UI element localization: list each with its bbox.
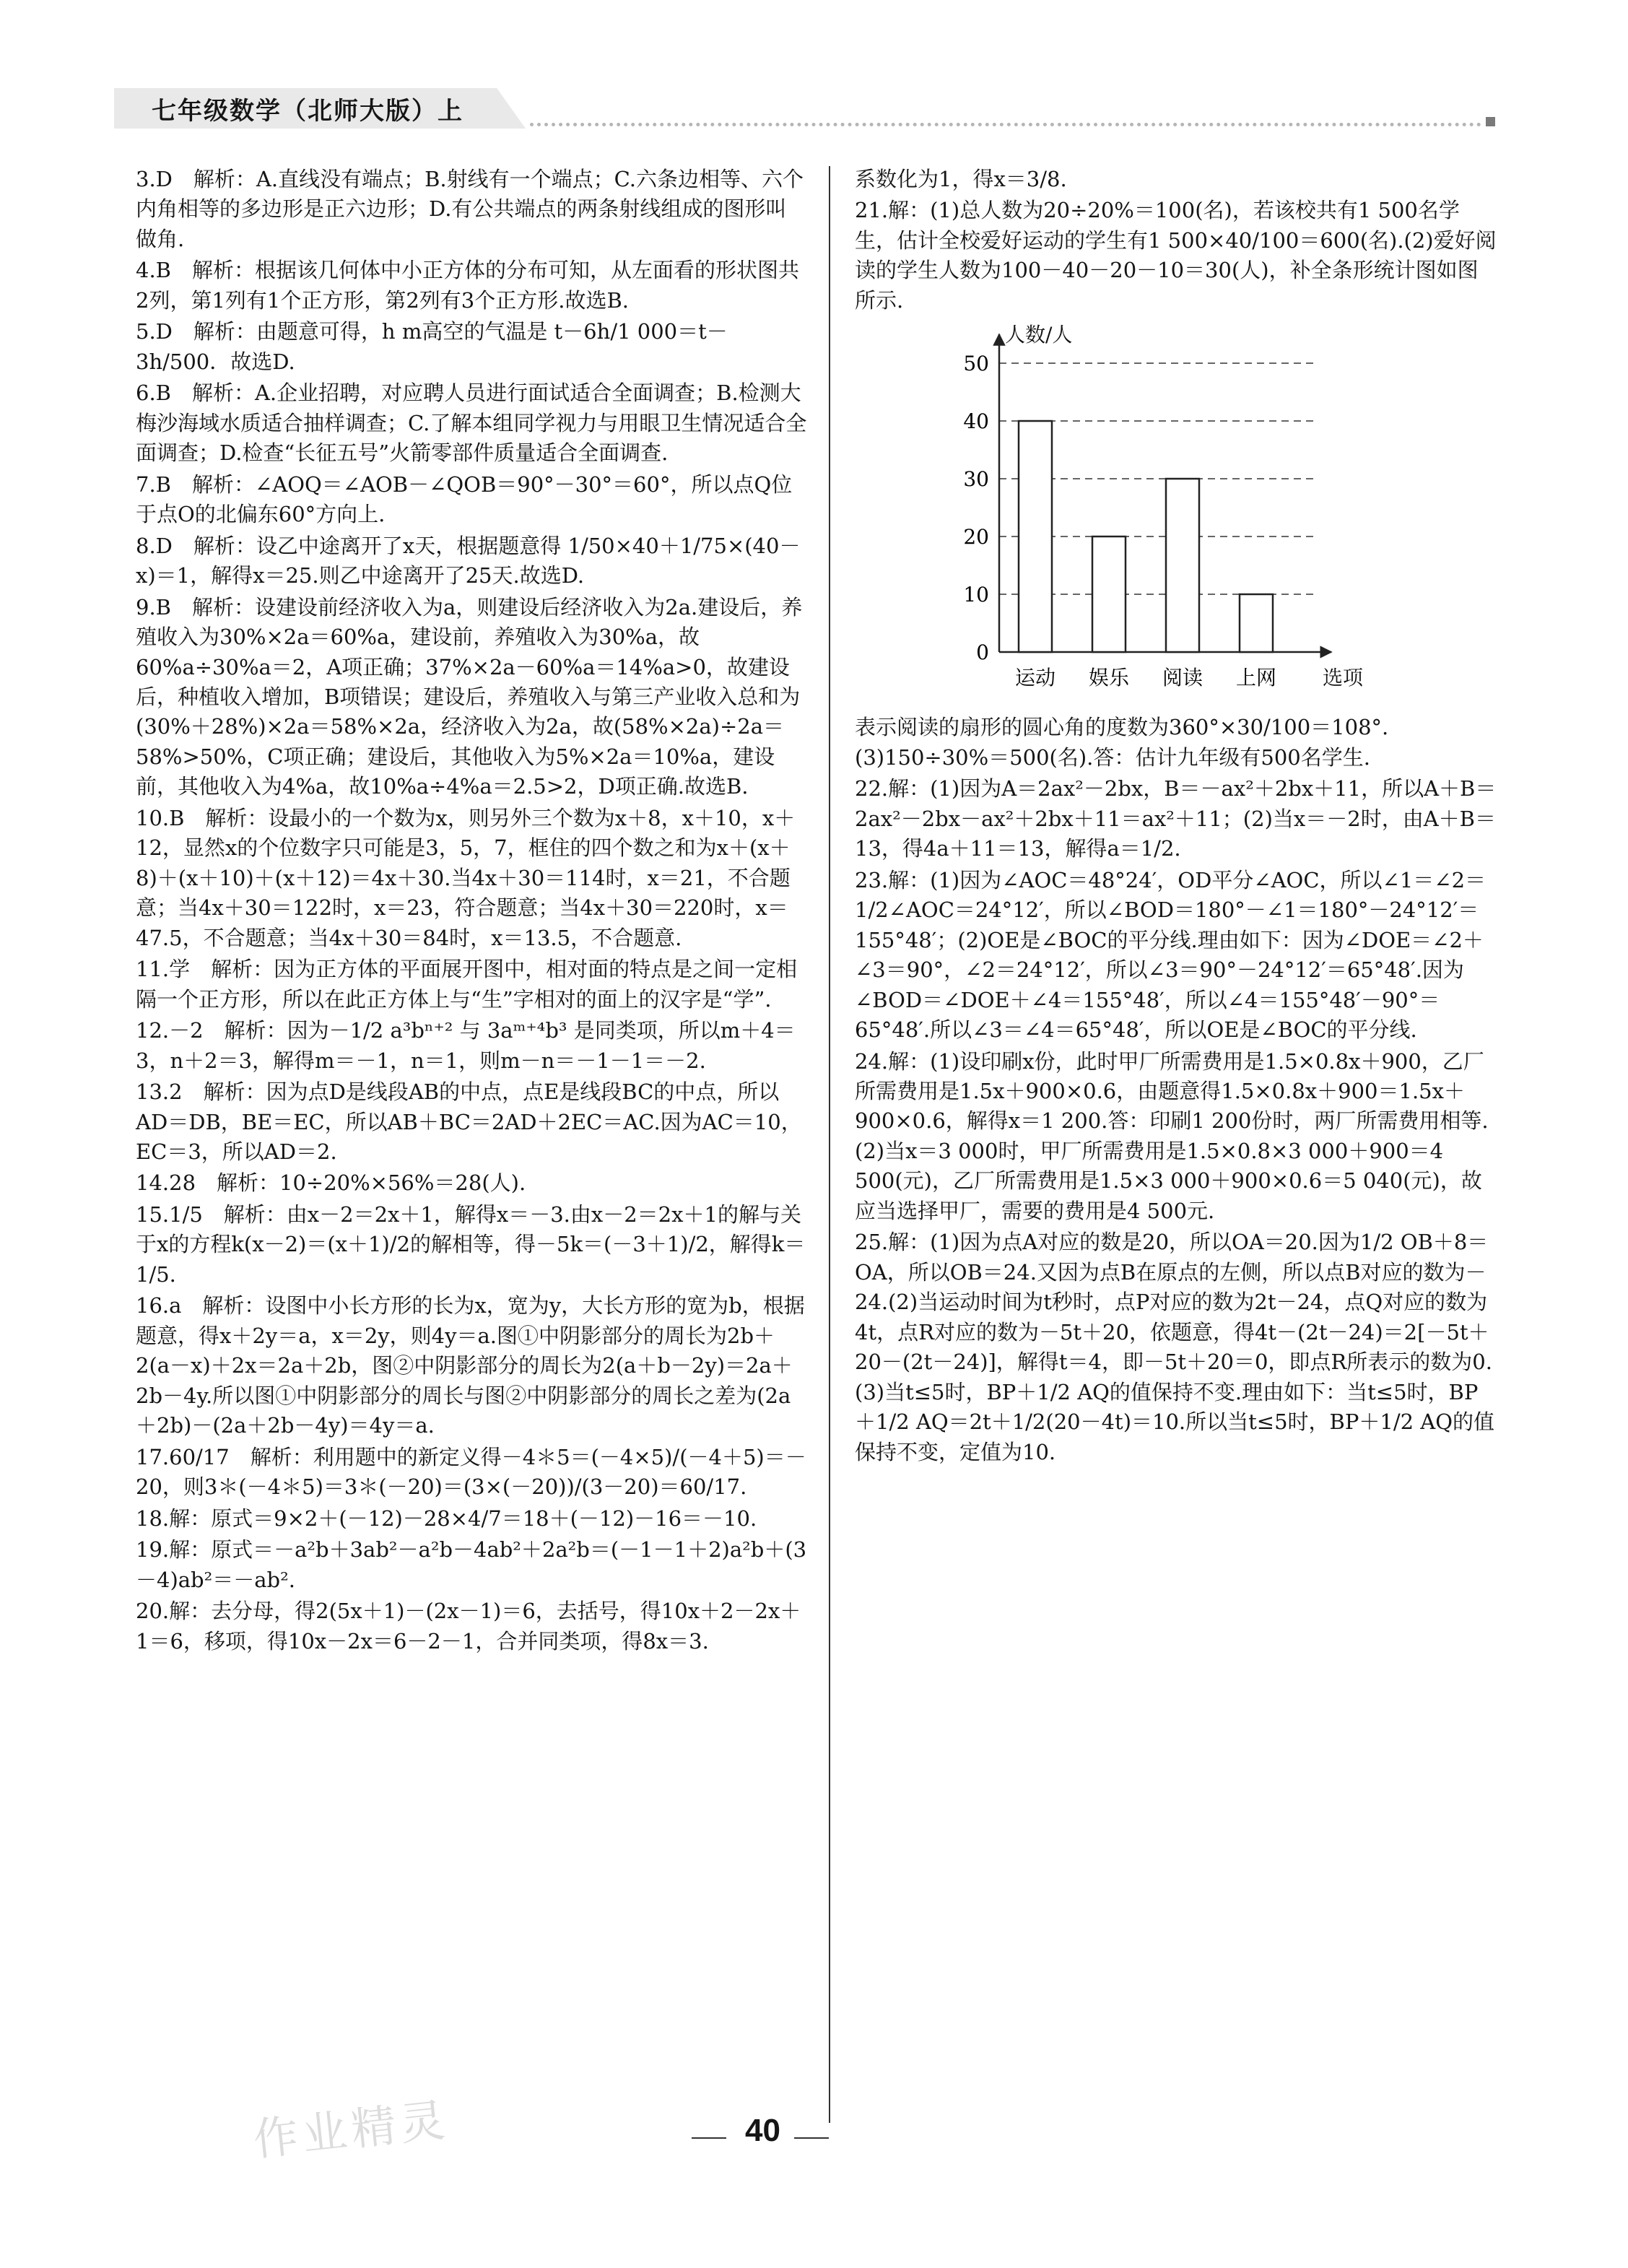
y-tick-label: 0 (976, 640, 989, 665)
y-axis-label: 人数/人 (1005, 323, 1073, 347)
answer-10: 10.B 解析：设最小的一个数为x，则另外三个数为x＋8，x＋10，x＋12，显然x的个位数字只可能是3，5，7，框住的四个数之和为x＋(x＋8)＋(x＋10)＋(x＋12)＝4x＋30.当4x＋30＝114时，x＝21，不合题意；当4x＋30＝122时，x＝23，符合题意；当4x＋30＝220时，x＝47.5，不合题意；当4x＋30＝84时，x＝13.5，不合题意. (136, 805, 796, 950)
left-column (136, 165, 807, 1658)
bar (1166, 479, 1199, 652)
bar (1092, 536, 1126, 652)
y-tick-label: 10 (963, 583, 989, 607)
category-label: 阅读 (1162, 666, 1203, 690)
answer-5: 5.D 解析：由题意可得，h m高空的气温是 t－6h/1 000＝t－3h/500．故选D. (136, 319, 728, 374)
answer-20-cont: 系数化为1，得x＝3/8. (855, 167, 1067, 191)
header-end-square (1486, 117, 1495, 126)
category-label: 娱乐 (1088, 666, 1130, 690)
answer-25: 25.解：(1)因为点A对应的数是20，所以OA＝20.因为1/2 OB＋8＝OA，所以OB＝24.又因为点B在原点的左侧，所以点B对应的数为－24.(2)当运动时间为t秒时，点P对应的数为2t－24，点Q对应的数为4t，点R对应的数为－5t＋20，依题意，得4t－(2t－24)＝2[－5t＋20－(2t－24)]，解得t＝4，即－5t＋20＝0，即点R所表示的数为0.(3)当t≤5时，BP＋1/2 AQ的值保持不变.理由如下：当t≤5时，BP＋1/2 AQ＝2t＋1/2(20－4t)＝10.所以当t≤5时，BP＋1/2 AQ的值保持不变，定值为10. (855, 1230, 1494, 1464)
answer-21-cont: 表示阅读的扇形的圆心角的度数为360°×30/100＝108°.(3)150÷30%＝500(名).答：估计九年级有500名学生. (855, 715, 1389, 770)
right-column (855, 165, 1497, 1469)
category-label: 上网 (1235, 666, 1277, 690)
answer-3: 3.D 解析：A.直线没有端点；B.射线有一个端点；C.六条边相等、六个内角相等的多边形是正六边形；D.有公共端点的两条射线组成的图形叫做角. (136, 167, 804, 251)
answer-7: 7.B 解析：∠AOQ＝∠AOB－∠QOB＝90°－30°＝60°，所以点Q位于点O的北偏东60°方向上. (136, 472, 793, 527)
page-number: 40 (745, 2113, 780, 2148)
answer-20: 20.解：去分母，得2(5x＋1)－(2x－1)＝6，去括号，得10x＋2－2x＋1＝6，移项，得10x－2x＝6－2－1，合并同类项，得8x＝3. (136, 1599, 801, 1654)
answer-21: 21.解：(1)总人数为20÷20%＝100(名)，若该校共有1 500名学生，估计全校爱好运动的学生有1 500×40/100＝600(名).(2)爱好阅读的学生人数为100－40－20－10＝30(人)，补全条形统计图如图所示. (855, 198, 1497, 313)
answer-22: 22.解：(1)因为A＝2ax²－2bx，B＝－ax²＋2bx＋11，所以A＋B＝2ax²－2bx－ax²＋2bx＋11＝ax²＋11；(2)当x＝－2时，由A＋B＝13，得4a＋11＝13，解得a＝1/2. (855, 776, 1497, 861)
column-divider (829, 166, 830, 2123)
bar-chart (927, 320, 1389, 710)
header-dotted-rule (530, 123, 1481, 126)
x-axis-label: 选项 (1323, 666, 1364, 690)
answer-18: 18.解：原式＝9×2＋(－12)－28×4/7＝18＋(－12)－16＝－10. (136, 1506, 757, 1531)
y-tick-label: 30 (963, 467, 989, 492)
page-number-dash-right (794, 2137, 829, 2139)
answer-19: 19.解：原式＝－a²b＋3ab²－a²b－4ab²＋2a²b＝(－1－1＋2)a²b＋(3－4)ab²＝－ab². (136, 1537, 807, 1592)
answer-11: 11.学 解析：因为正方体的平面展开图中，相对面的特点是之间一定相隔一个正方形，所以在此正方体上与“生”字相对的面上的汉字是“学”. (136, 957, 798, 1012)
answer-24: 24.解：(1)设印刷x份，此时甲厂所需费用是1.5×0.8x＋900，乙厂所需费用是1.5x＋900×0.6，由题意得1.5×0.8x＋900＝1.5x＋900×0.6，解得x＝1 200.答：印刷1 200份时，两厂所需费用相等.(2)当x＝3 000时，甲厂所需费用是1.5×0.8×3 000＋900＝4 500(元)，乙厂所需费用是1.5×3 000＋900×0.6＝5 040(元)，故应当选择甲厂，需要的费用是4 500元. (855, 1048, 1489, 1223)
answer-23: 23.解：(1)因为∠AOC＝48°24′，OD平分∠AOC，所以∠1＝∠2＝1/2∠AOC＝24°12′，所以∠BOD＝180°－∠1＝180°－24°12′＝155°48′；(2)OE是∠BOC的平分线.理由如下：因为∠DOE＝∠2＋∠3＝90°，∠2＝24°12′，所以∠3＝90°－24°12′＝65°48′.因为∠BOD＝∠DOE＋∠4＝155°48′，所以∠4＝155°48′－90°＝65°48′.所以∠3＝∠4＝65°48′，所以OE是∠BOC的平分线. (855, 867, 1486, 1043)
category-label: 运动 (1014, 666, 1056, 690)
answer-9: 9.B 解析：设建设前经济收入为a，则建设后经济收入为2a.建设后，养殖收入为30%×2a＝60%a，建设前，养殖收入为30%a，故60%a÷30%a＝2，A项正确；37%×2a－60%a＝14%a>0，故建设后，种植收入增加，B项错误；建设后，养殖收入与第三产业收入总和为(30%＋28%)×2a＝58%×2a，经济收入为2a，故(58%×2a)÷2a＝58%>50%，C项正确；建设后，其他收入为5%×2a＝10%a，建设前，其他收入为4%a，故10%a÷4%a＝2.5>2，D项正确.故选B. (136, 594, 803, 799)
answer-13: 13.2 解析：因为点D是线段AB的中点，点E是线段BC的中点，所以AD＝DB，BE＝EC，所以AB＋BC＝2AD＋2EC＝AC.因为AC＝10，EC＝3，所以AD＝2. (136, 1079, 802, 1164)
y-tick-label: 50 (963, 352, 989, 376)
answer-17: 17.60/17 解析：利用题中的新定义得－4＊5＝(－4×5)/(－4＋5)＝－20，则3＊(－4＊5)＝3＊(－20)＝(3×(－20))/(3－20)＝60/17. (136, 1444, 806, 1500)
y-tick-label: 20 (963, 525, 989, 549)
answer-6: 6.B 解析：A.企业招聘，对应聘人员进行面试适合全面调查；B.检测大梅沙海域水质适合抽样调查；C.了解本组同学视力与用眼卫生情况适合全面调查；D.检查“长征五号”火箭零部件质量适合全面调查. (136, 381, 807, 466)
page-number-dash-left (692, 2137, 726, 2139)
answer-14: 14.28 解析：10÷20%×56%＝28(人). (136, 1170, 526, 1196)
watermark-logo: 作业精灵 (251, 2093, 452, 2166)
answer-4: 4.B 解析：根据该几何体中小正方体的分布可知，从左面看的形状图共2列，第1列有1个正方形，第2列有3个正方形.故选B. (136, 258, 799, 313)
bar (1019, 421, 1052, 652)
answer-15: 15.1/5 解析：由x－2＝2x＋1，解得x＝－3.由x－2＝2x＋1的解与关于x的方程k(x－2)＝(x＋1)/2的解相等，得－5k＝(－3＋1)/2，解得k＝1/5. (136, 1202, 806, 1287)
bar (1240, 594, 1273, 652)
answer-16: 16.a 解析：设图中小长方形的长为x，宽为y，大长方形的宽为b，根据题意，得x＋2y＝a，x＝2y，则4y＝a.图①中阴影部分的周长为2b＋2(a－x)＋2x＝2a＋2b，图②中阴影部分的周长为2(a＋b－2y)＝2a＋2b－4y.所以图①中阴影部分的周长与图②中阴影部分的周长之差为(2a＋2b)－(2a＋2b－4y)＝4y＝a. (136, 1293, 805, 1438)
answer-12: 12.－2 解析：因为－1/2 a³bⁿ⁺² 与 3aᵐ⁺⁴b³ 是同类项，所以m＋4＝3，n＋2＝3，解得m＝－1，n＝1，则m－n＝－1－1＝－2. (136, 1018, 796, 1073)
header-title: 七年级数学（北师大版）上 (152, 97, 463, 126)
answer-8: 8.D 解析：设乙中途离开了x天，根据题意得 1/50×40＋1/75×(40－x)＝1，解得x＝25.则乙中途离开了25天.故选D. (136, 533, 801, 588)
y-tick-label: 40 (963, 409, 989, 434)
